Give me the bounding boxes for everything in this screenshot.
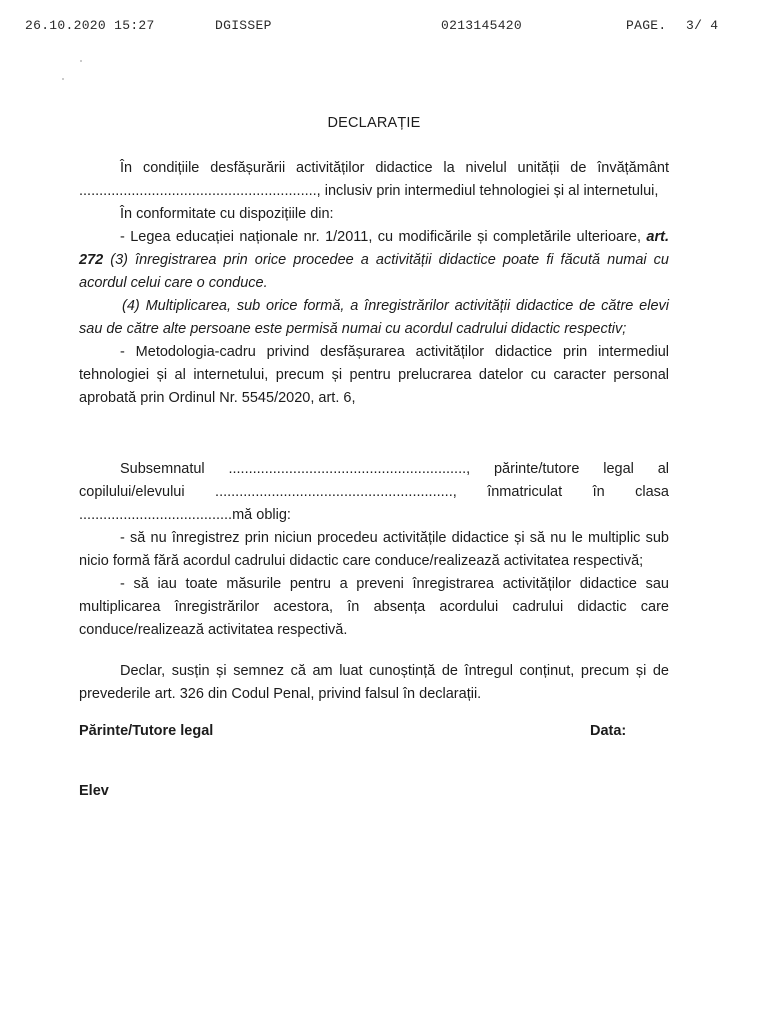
art272-label: art. 272: [79, 229, 669, 268]
scan-speck: [62, 78, 64, 80]
conformitate-paragraph: În conformitate cu dispozițiile din:: [120, 206, 334, 222]
fax-datetime: 26.10.2020 15:27: [25, 18, 155, 33]
subsemnatul-paragraph: Subsemnatul ..........................................................., părinte/tutore legal al copilului/elevului ..........................................................., înmatriculat în clasa ......................................mă oblig:: [79, 461, 669, 523]
document-title: DECLARAȚIE: [327, 115, 421, 131]
lege-paragraph: [79, 226, 669, 295]
art272-paragraph-4: (4) Multiplicarea, sub orice formă, a înregistrărilor activității didactice de către elevi sau de către alte persoane este permisă numai cu acordul cadrului didactic respectiv;: [79, 298, 669, 337]
obligation-2: - să iau toate măsurile pentru a preveni înregistrarea activităților didactice sau multiplicarea înregistrărilor acestora, în absența acordului cadrului didactic care conduce/realizează activitatea respectivă.: [79, 576, 669, 638]
art272-text: (3) înregistrarea prin orice procedee a activității didactice poate fi făcută numai cu acordul celui care o conduce.: [79, 252, 669, 291]
fax-page-number: 3/ 4: [686, 18, 719, 33]
student-signature-label: Elev: [79, 783, 109, 799]
signature-row: [79, 720, 669, 743]
fax-sender: DGISSEP: [215, 18, 272, 33]
intro-paragraph: În condițiile desfășurării activităților didactice la nivelul unității de învățământ ..........................................................., inclusiv prin intermediul tehnologiei și al internetului,: [79, 160, 669, 199]
declaration-document: [79, 112, 669, 803]
obligation-1: - să nu înregistrez prin niciun procedeu activitățile didactice și să nu le multiplic sub nicio formă fără acordul cadrului didactic care conduce/realizează activitatea respectivă;: [79, 530, 669, 569]
fax-page-label: PAGE.: [626, 18, 667, 33]
metodologie-paragraph: - Metodologia-cadru privind desfășurarea activităților didactice prin intermediul tehnologiei și al internetului, precum și pentru prelucrarea datelor cu caracter personal aprobată prin Ordinul Nr. 5545/2020, art. 6,: [79, 344, 669, 406]
fax-header: [0, 18, 768, 36]
declar-paragraph: Declar, susțin și semnez că am luat cunoștință de întregul conținut, precum și de prevederile art. 326 din Codul Penal, privind falsul în declarații.: [79, 663, 669, 702]
date-label: Data:: [590, 723, 627, 739]
parent-signature-label: Părinte/Tutore legal: [79, 723, 214, 739]
scan-speck: [80, 60, 82, 62]
lege-prefix: - Legea educației naționale nr. 1/2011, cu modificările și completările ulterioare,: [120, 229, 642, 245]
fax-phone: 0213145420: [441, 18, 523, 33]
